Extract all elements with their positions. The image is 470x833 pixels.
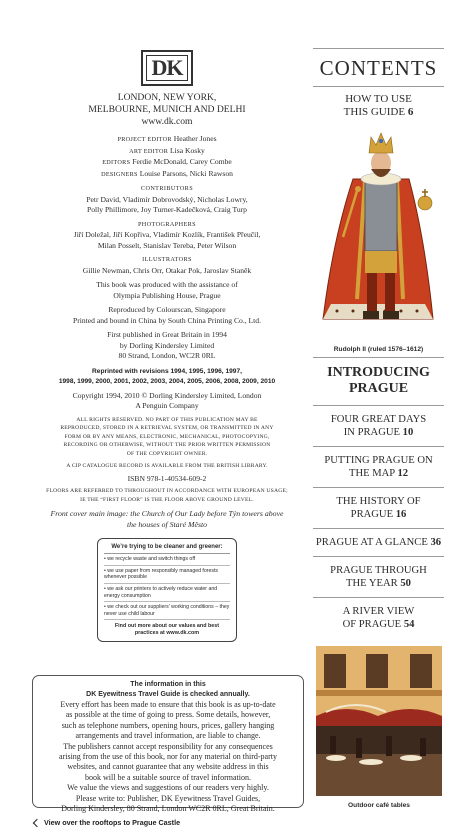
rudolph-caption: Rudolph II (ruled 1576–1612) bbox=[333, 346, 424, 353]
annual-check-box bbox=[32, 675, 304, 814]
copyright: Copyright 1994, 2010 © Dorling Kindersley Limited, London A Penguin Company bbox=[72, 390, 262, 410]
printing-note: Reproduced by Colourscan, Singapore Printed and bound in China by South China Printing Co., Ltd. bbox=[73, 305, 261, 325]
outdoor-cafe-photo bbox=[316, 646, 442, 796]
green-policy-item: • we use paper from responsibly managed forests whenever possible bbox=[104, 566, 230, 584]
publisher-cities: LONDON, NEW YORK, MELBOURNE, MUNICH AND DELHI www.dk.com bbox=[30, 92, 304, 128]
contents-column bbox=[313, 48, 444, 638]
green-policy-item: • we ask our printers to actively reduce water and energy consumption bbox=[104, 584, 230, 602]
cafe-photo-image bbox=[316, 646, 442, 796]
toc-history-of-prague[interactable]: THE HISTORY OF PRAGUE 16 bbox=[336, 496, 421, 520]
annual-check-body: Every effort has been made to ensure that this book is as up-to-date as possible at the time of going to press. Some details, however, such as telephone numbers, opening hours, prices, gallery hanging arrangements and travel information, are liable to change. The publishers cannot accept responsibility for any consequences arising from the use of this book, nor for any material on third-party websites, and cannot guarantee that any website address in this book will be a suitable source of travel information. We value the views and suggestions of our readers very highly. Please write to: Publisher, DK Eyewitness Travel Guides, Dorling Kindersley, 80 Strand, London WC2R 0RL, Great Britain. bbox=[59, 700, 277, 814]
cafe-caption: Outdoor café tables bbox=[348, 802, 410, 809]
green-policy-item: • we recycle waste and switch things off bbox=[104, 554, 230, 566]
toc-prague-through-the-year[interactable]: PRAGUE THROUGH THE YEAR 50 bbox=[330, 565, 427, 589]
isbn: ISBN 978-1-40534-609-2 bbox=[127, 474, 207, 484]
assistance-note: This book was produced with the assistance of Olympia Publishing House, Prague bbox=[96, 280, 238, 300]
floors-notice: FLOORS ARE REFERRED TO THROUGHOUT IN ACCORDANCE WITH EUROPEAN USAGE; IE THE “FIRST FLOOR” IS THE FLOOR ABOVE GROUND LEVEL. bbox=[46, 488, 288, 503]
green-policy-box bbox=[97, 538, 237, 642]
cip-notice: A CIP CATALOGUE RECORD IS AVAILABLE FROM THE BRITISH LIBRARY. bbox=[66, 463, 268, 470]
credits: PROJECT EDITOR Heather Jones ART EDITOR Lisa Kosky EDITORS Ferdie McDonald, Carey Combe DESIGNERS Louise Parsons, Nicki Rawson CONTRIBUTORS Petr David, Vladimír Dobrovodský, Nicholas Lowry, Polly Phillimore, Joy Turner-Kadečková, Craig Turp PHOTOGRAPHERS Jiří Doležal, Jiří Kopřiva, Vladimír Kozlík, František Přeučil, Milan Posselt, Stanislav Tereba, Peter Wilson ILLUSTRATORS Gillie Newman, Chris Orr, Otakar Pok, Jaroslav Staněk This book was produced with the assistance of Olympia Publishing House, Prague Reproduced by Colourscan, Singapore Printed and bound in China by South China Printing Co., Ltd. First published in Great Britain in 1994 by Dorling Kindersley Limited 80 Strand, London, WC2R 0RL bbox=[30, 134, 304, 362]
toc-four-great-days[interactable]: FOUR GREAT DAYS IN PRAGUE 10 bbox=[330, 414, 427, 438]
green-policy-title: We’re trying to be cleaner and greener: bbox=[104, 544, 230, 554]
reprint-history: Reprinted with revisions 1994, 1995, 1996, 1997, 1998, 1999, 2000, 2001, 2002, 2003, 2004, 2005, 2006, 2008, 2009, 2010 bbox=[58, 367, 276, 385]
photographers-heading: PHOTOGRAPHERS bbox=[137, 220, 197, 228]
toc-river-view-of-prague[interactable]: A RIVER VIEW OF PRAGUE 54 bbox=[342, 606, 415, 630]
illustrators-heading: ILLUSTRATORS bbox=[142, 256, 192, 263]
toc-putting-prague-on-map[interactable]: PUTTING PRAGUE ON THE MAP 12 bbox=[324, 455, 433, 479]
toc-prague-at-a-glance[interactable]: PRAGUE AT A GLANCE 36 bbox=[315, 537, 442, 548]
toc-how-to-use[interactable]: HOW TO USE THIS GUIDE 6 bbox=[343, 93, 414, 118]
rooftops-caption: View over the rooftops to Prague Castle bbox=[32, 818, 180, 827]
rights-notice: ALL RIGHTS RESERVED. NO PART OF THIS PUBLICATION MAY BE REPRODUCED, STORED IN A RETRIEVAL SYSTEM, OR TRANSMITTED IN ANY FORM OR BY ANY MEANS, ELECTRONIC, MECHANICAL, PHOTOCOPYING, RECORDING OR OTHERWISE, WITHOUT THE PRIOR WRITTEN PERMISSION OF THE COPYRIGHT OWNER. bbox=[60, 416, 274, 457]
green-policy-item: • we check out our suppliers’ working conditions – they never use child labour bbox=[104, 602, 230, 620]
arrow-left-icon bbox=[33, 818, 41, 826]
section-introducing-prague: INTRODUCING PRAGUE bbox=[327, 365, 430, 396]
publisher-website: www.dk.com bbox=[141, 116, 193, 127]
contributors-heading: CONTRIBUTORS bbox=[140, 185, 194, 192]
imprint-column bbox=[30, 50, 304, 642]
annual-check-title: The information in this DK Eyewitness Travel Guide is checked annually. bbox=[86, 681, 250, 698]
dk-logo: DK bbox=[141, 50, 193, 86]
contents-title: CONTENTS bbox=[319, 56, 438, 80]
first-published: First published in Great Britain in 1994 by Dorling Kindersley Limited 80 Strand, London, WC2R 0RL bbox=[107, 330, 227, 360]
rudolph-illustration bbox=[313, 119, 444, 351]
cover-image-note: Front cover main image: the Church of Our Lady before Týn towers above the houses of Staré Město bbox=[50, 509, 284, 529]
green-policy-footer: Find out more about our values and best practices at www.dk.com bbox=[114, 623, 220, 637]
rudolph-figure-image bbox=[313, 119, 444, 341]
